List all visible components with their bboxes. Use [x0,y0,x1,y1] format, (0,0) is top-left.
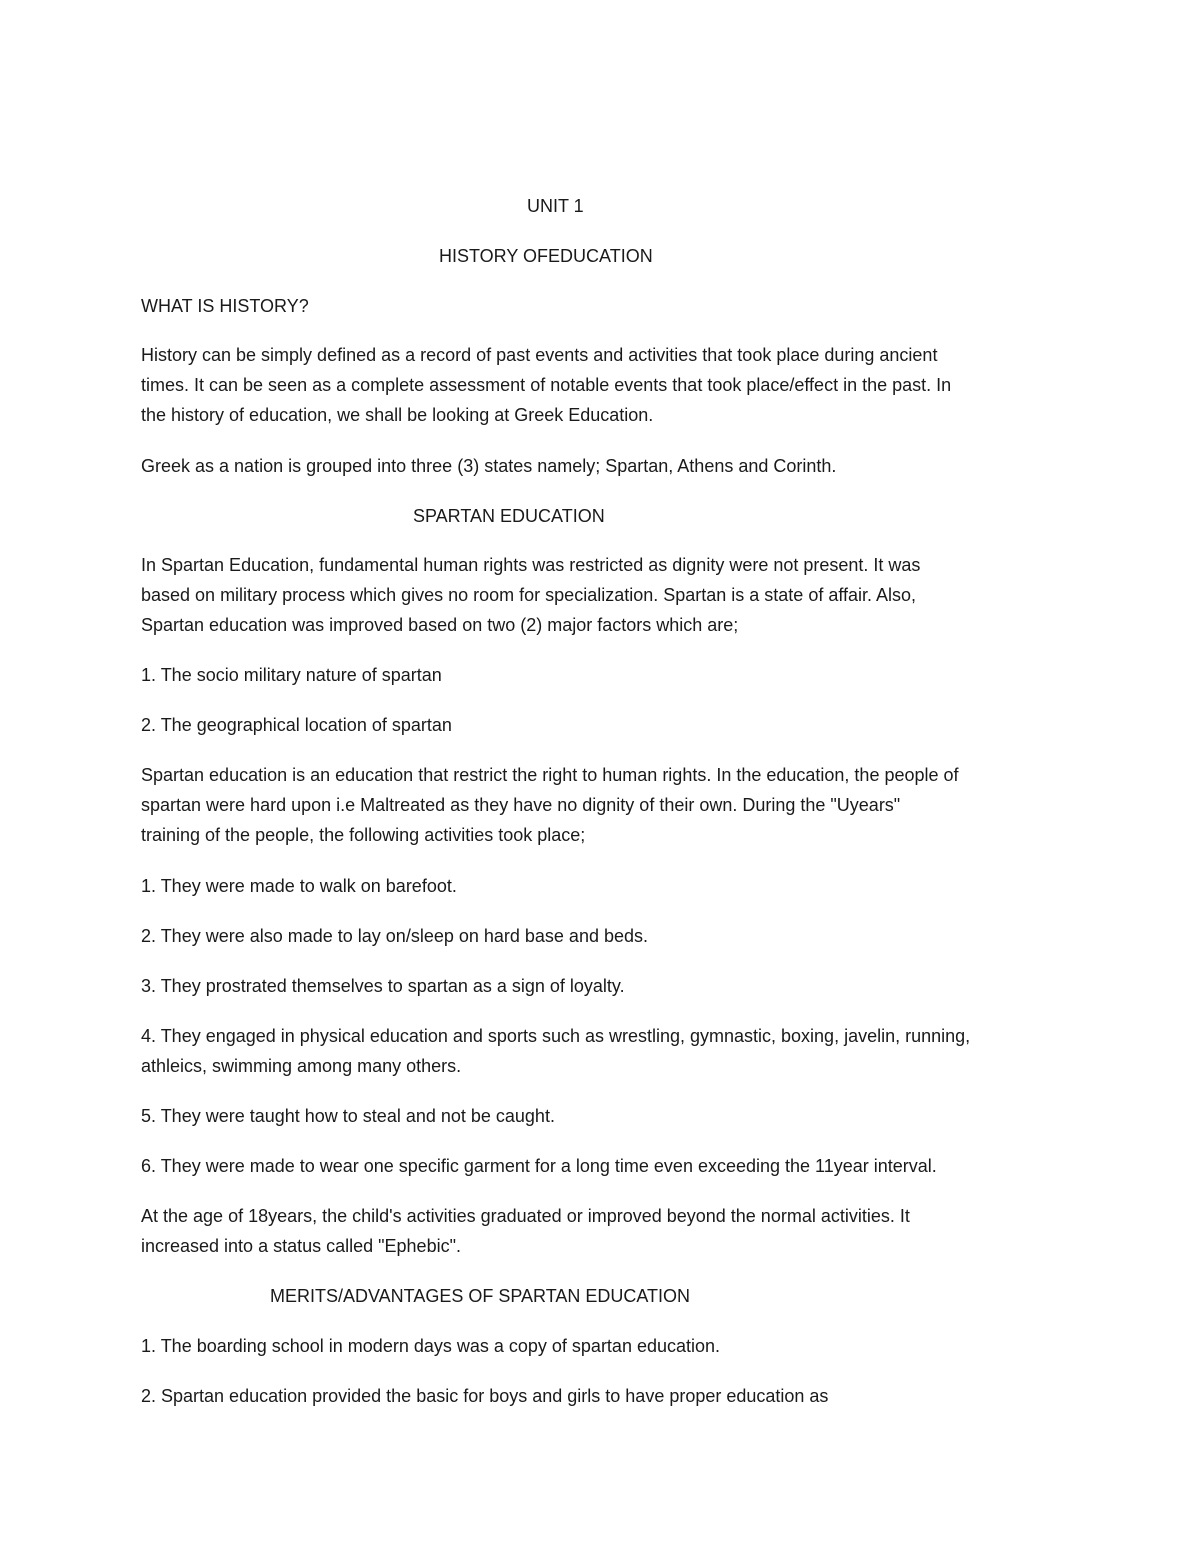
merit-item: 2. Spartan education provided the basic for boys and girls to have proper education as [141,1386,829,1406]
activity-item: 2. They were also made to lay on/sleep on hard base and beds. [141,926,648,946]
spartan-education-heading: SPARTAN EDUCATION [413,506,605,526]
history-paragraph-line: the history of education, we shall be looking at Greek Education. [141,405,654,425]
merit-item: 1. The boarding school in modern days was a copy of spartan education. [141,1336,721,1356]
history-paragraph-line: History can be simply defined as a record of past events and activities that took place during ancient [141,345,938,365]
spartan-intro-line: Spartan education was improved based on two (2) major factors which are; [141,615,739,635]
spartan-intro-line: In Spartan Education, fundamental human rights was restricted as dignity were not present. It was [141,555,921,575]
factor-item: 2. The geographical location of spartan [141,715,452,735]
factor-item: 1. The socio military nature of spartan [141,665,442,685]
activity-item: 4. They engaged in physical education and sports such as wrestling, gymnastic, boxing, javelin, running, [141,1026,971,1046]
activity-item: 1. They were made to walk on barefoot. [141,876,457,896]
what-is-history-heading: WHAT IS HISTORY? [141,296,309,316]
unit-title: UNIT 1 [527,196,584,216]
training-paragraph-line: Spartan education is an education that restrict the right to human rights. In the education, the people of [141,765,959,785]
history-paragraph-line: times. It can be seen as a complete assessment of notable events that took place/effect in the past. In [141,375,952,395]
section-title: HISTORY OFEDUCATION [439,246,653,266]
spartan-intro-line: based on military process which gives no room for specialization. Spartan is a state of affair. Also, [141,585,917,605]
training-paragraph-line: spartan were hard upon i.e Maltreated as they have no dignity of their own. During the "Uyears" [141,795,901,815]
activity-item: 3. They prostrated themselves to spartan as a sign of loyalty. [141,976,625,996]
activity-item: 6. They were made to wear one specific garment for a long time even exceeding the 11year interval. [141,1156,937,1176]
age-paragraph-line: increased into a status called "Ephebic". [141,1236,461,1256]
activity-item: 5. They were taught how to steal and not be caught. [141,1106,555,1126]
greek-states-line: Greek as a nation is grouped into three (3) states namely; Spartan, Athens and Corinth. [141,456,837,476]
activity-item-continued: athleics, swimming among many others. [141,1056,462,1076]
merits-heading: MERITS/ADVANTAGES OF SPARTAN EDUCATION [270,1286,691,1306]
training-paragraph-line: training of the people, the following activities took place; [141,825,586,845]
age-paragraph-line: At the age of 18years, the child's activities graduated or improved beyond the normal activities. It [141,1206,910,1226]
